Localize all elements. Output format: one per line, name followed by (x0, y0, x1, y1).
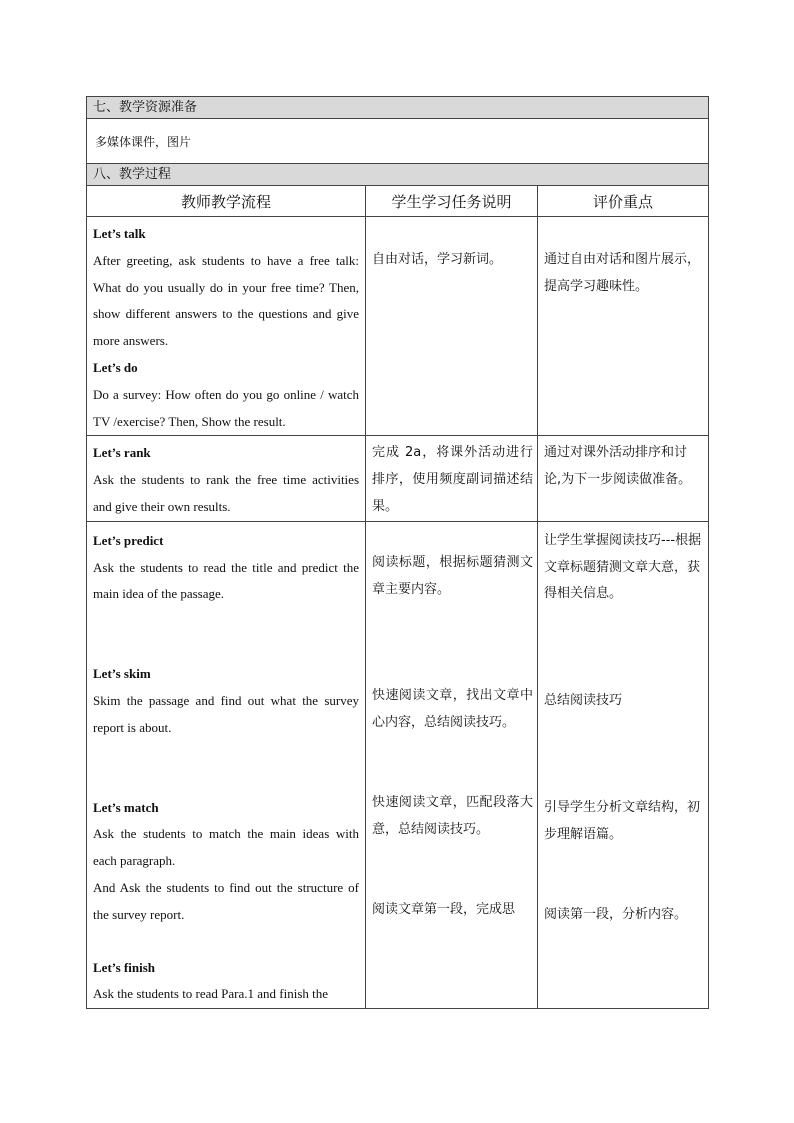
section-seven-title: 七、教学资源准备 (87, 97, 709, 119)
evaluation-text: 总结阅读技巧 (544, 693, 623, 709)
activity-text: Ask the students to read the title and predict the main idea of the passage. (93, 559, 359, 602)
header-teacher-process: 教师教学流程 (87, 186, 366, 217)
activity-text: After greeting, ask students to have a free talk: What do you usually do in your free time? Then, show different answers to the questions and give more answers. (93, 252, 359, 349)
teacher-cell (87, 436, 366, 521)
evaluation-cell (538, 521, 709, 1008)
activity-title: Let’s predict (93, 532, 164, 548)
task-cell (366, 521, 538, 1008)
task-text: 阅读标题，根据标题猜测文章主要内容。 (372, 554, 533, 597)
evaluation-cell (538, 217, 709, 436)
activity-text: Do a survey: How often do you go online / watch TV /exercise? Then, Show the result. (93, 386, 359, 429)
table-row (87, 217, 709, 436)
teacher-cell (87, 521, 366, 1008)
activity-title: Let’s rank (93, 445, 151, 461)
header-evaluation: 评价重点 (538, 186, 709, 217)
evaluation-text: 通过自由对话和图片展示，提高学习趣味性。 (544, 252, 701, 294)
teacher-cell (87, 217, 366, 436)
evaluation-text: 引导学生分析文章结构，初步理解语篇。 (544, 799, 701, 842)
activity-text: Ask the students to match the main ideas with each paragraph. (93, 826, 359, 869)
document-page (86, 96, 708, 1009)
section-seven-content-row (87, 119, 709, 164)
activity-title: Let’s finish (93, 959, 155, 975)
section-eight-header-row (87, 164, 709, 186)
evaluation-text: 让学生掌握阅读技巧---根据文章标题猜测文章大意，获得相关信息。 (544, 532, 702, 602)
task-cell (366, 217, 538, 436)
activity-title: Let’s talk (93, 226, 146, 241)
column-header-row (87, 186, 709, 217)
activity-title: Let’s skim (93, 666, 151, 682)
task-cell (366, 436, 538, 521)
section-seven-header-row (87, 97, 709, 119)
activity-text: Ask the students to rank the free time activities and give their own results. (93, 472, 359, 514)
activity-title: Let’s match (93, 799, 159, 815)
table-row (87, 521, 709, 1008)
table-row (87, 436, 709, 521)
task-text: 阅读文章第一段，完成思 (372, 901, 516, 917)
header-student-task: 学生学习任务说明 (366, 186, 538, 217)
task-text: 快速阅读文章，找出文章中心内容，总结阅读技巧。 (372, 688, 533, 731)
activity-title: Let’s do (93, 359, 138, 375)
task-text: 快速阅读文章，匹配段落大意，总结阅读技巧。 (372, 794, 533, 837)
activity-text: And Ask the students to find out the structure of the survey report. (93, 879, 359, 922)
section-eight-title: 八、教学过程 (87, 164, 709, 186)
activity-text: Skim the passage and find out what the survey report is about. (93, 692, 359, 735)
task-text: 自由对话，学习新词。 (372, 252, 503, 267)
resources-text: 多媒体课件，图片 (87, 119, 709, 164)
lesson-plan-table (86, 96, 709, 1009)
activity-text: Ask the students to read Para.1 and finish the (93, 986, 329, 1002)
evaluation-cell (538, 436, 709, 521)
task-text: 完成 2a，将课外活动进行排序，使用频度副词描述结果。 (372, 445, 533, 514)
evaluation-text: 阅读第一段，分析内容。 (544, 906, 688, 922)
evaluation-text: 通过对课外活动排序和讨论,为下一步阅读做准备。 (544, 445, 692, 488)
